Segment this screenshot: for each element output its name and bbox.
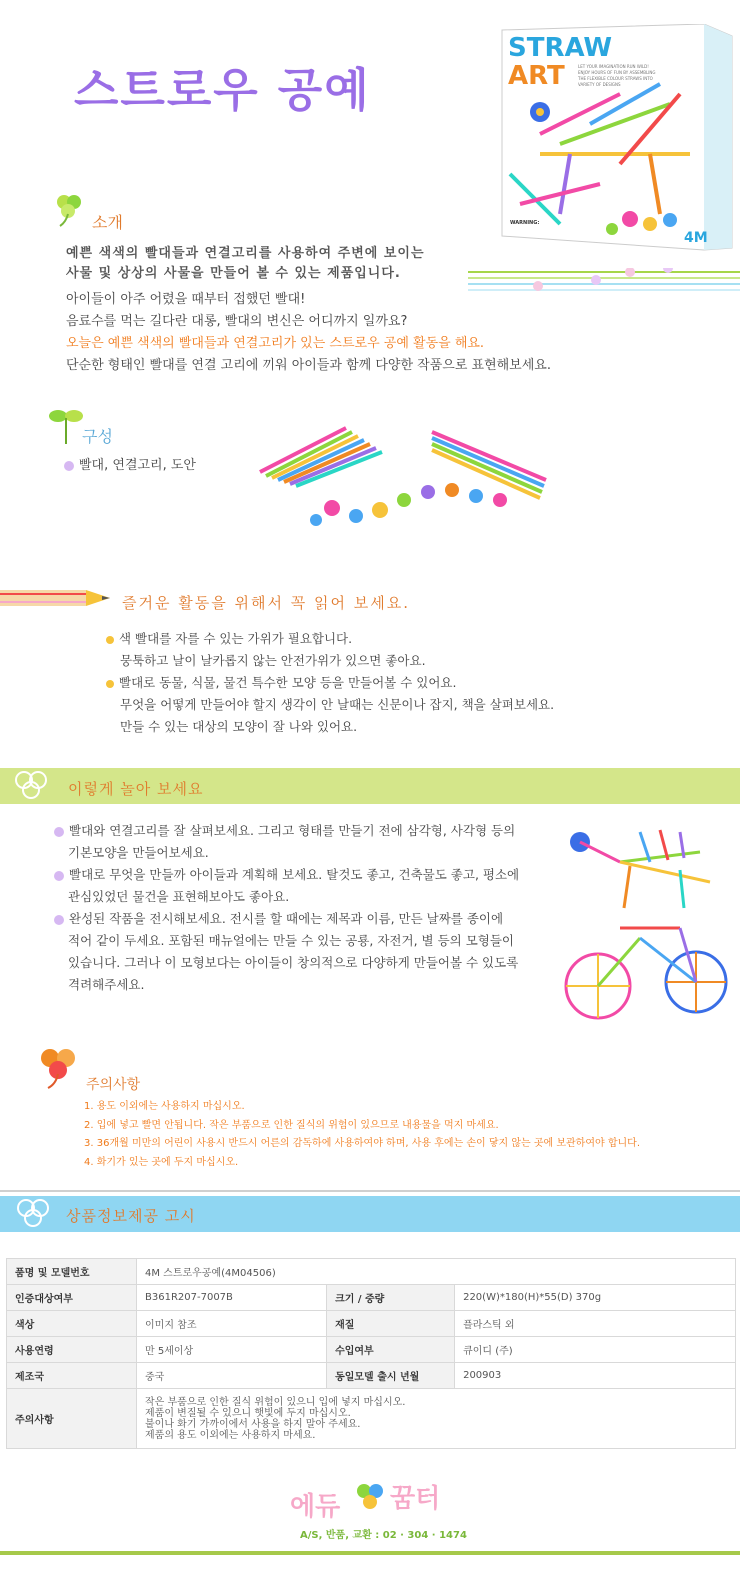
table-value: [137, 1389, 736, 1449]
pencil-icon: [0, 586, 112, 616]
table-row: [7, 1389, 736, 1449]
read-first-line: 만들 수 있는 대상의 모양이 잘 나와 있어요.: [120, 719, 358, 734]
product-box-image: [500, 24, 736, 252]
box-brand-straw: STRAW: [508, 33, 613, 63]
box-warning: WARNING:: [510, 220, 540, 226]
svg-text:THE FLEXIBLE COLOUR STRAWS INT: THE FLEXIBLE COLOUR STRAWS INTO: [578, 76, 653, 81]
footer-divider: [0, 1551, 740, 1555]
caution-item: 4. 화기가 있는 곳에 두지 마십시오.: [84, 1156, 239, 1168]
table-label: 주의사항: [7, 1389, 137, 1449]
divider: [0, 1190, 740, 1192]
clover-icon: [34, 1044, 84, 1094]
caution-item: 2. 입에 넣고 빨면 안됩니다. 작은 부품으로 인한 질식의 위험이 있으므로 내용물을 먹지 마세요.: [84, 1119, 499, 1131]
how-to-play-line: 관심있었던 물건을 표현해보아도 좋아요.: [68, 889, 290, 904]
intro-line-1: 아이들이 아주 어렸을 때부터 접했던 빨대!: [66, 292, 306, 307]
table-label: 크기 / 중량: [327, 1285, 455, 1311]
table-value: 플라스틱 외: [455, 1311, 736, 1337]
clover-icon: [12, 1198, 56, 1236]
read-first-heading: 즐거운 활동을 위해서 꼭 읽어 보세요.: [122, 594, 410, 612]
clover-icon: [352, 1480, 388, 1520]
table-row: [7, 1311, 736, 1337]
how-to-play-line: 완성된 작품을 전시해보세요. 전시를 할 때에는 제목과 이름, 만든 날짜를 종이에: [69, 911, 504, 926]
heart-bullet-icon: [54, 915, 64, 925]
how-to-play-line: 있습니다. 그러나 이 모형보다는 아이들이 창의적으로 다양하게 만들어볼 수 있도록: [68, 955, 519, 970]
heart-bullet-icon: [106, 636, 114, 644]
table-row: [7, 1259, 736, 1285]
heart-bullet-icon: [64, 461, 74, 471]
intro-bold-line-1: 예쁜 색색의 빨대들과 연결고리를 사용하여 주변에 보이는: [66, 246, 425, 261]
logo-text-right: 꿈터: [390, 1484, 441, 1514]
box-brand-art: ART: [508, 61, 565, 91]
intro-bold-line-2: 사물 및 상상의 사물을 만들어 볼 수 있는 제품입니다.: [66, 266, 401, 281]
dinosaur-model-image: [560, 822, 720, 916]
box-4m-logo: 4M: [684, 230, 708, 246]
caution-line: 작은 부품으로 인한 질식 위험이 있으니 입에 넣지 마십시오.: [145, 1396, 406, 1408]
intro-heading: 소개: [92, 213, 123, 232]
intro-line-3: 단순한 형태인 빨대를 연결 고리에 끼워 아이들과 함께 다양한 작품으로 표현해보세요.: [66, 358, 551, 373]
table-label: 제조국: [7, 1363, 137, 1389]
table-value: 220(W)*180(H)*55(D) 370g: [455, 1285, 736, 1311]
heart-bullet-icon: [106, 680, 114, 688]
components-heading: 구성: [82, 427, 113, 446]
components-item: [64, 454, 196, 473]
table-row: [7, 1363, 736, 1389]
logo-text-left: 에듀: [290, 1492, 341, 1522]
intro-line-2: 음료수를 먹는 길다란 대롱, 빨대의 변신은 어디까지 일까요?: [66, 314, 408, 329]
svg-text:VARIETY OF DESIGNS: VARIETY OF DESIGNS: [578, 82, 621, 87]
table-value: 200903: [455, 1363, 736, 1389]
read-first-line: 색 빨대를 자를 수 있는 가위가 필요합니다.: [119, 631, 353, 646]
how-to-play-line: 적어 같이 두세요. 포함된 매뉴얼에는 만들 수 있는 공룡, 자전거, 별 등의 모형들이: [68, 933, 515, 948]
how-to-play-item: [54, 908, 574, 996]
how-to-play-line: 빨대와 연결고리를 잘 살펴보세요. 그리고 형태를 만들기 전에 삼각형, 사각형 등의: [69, 823, 516, 838]
table-label: 사용연령: [7, 1337, 137, 1363]
product-info-table: [6, 1258, 736, 1449]
read-first-line: 뭉툭하고 날이 날카롭지 않는 안전가위가 있으면 좋아요.: [120, 653, 426, 668]
read-first-line: 빨대로 동물, 식물, 물건 특수한 모양 등을 만들어볼 수 있어요.: [119, 675, 457, 690]
how-to-play-list: [54, 820, 574, 996]
caution-item: 3. 36개월 미만의 어린이 사용시 반드시 어른의 감독하에 사용하여야 하며, 사용 후에는 손이 닿지 않는 곳에 보관하여야 합니다.: [84, 1138, 641, 1149]
heart-bullet-icon: [54, 871, 64, 881]
read-first-line: 무엇을 어떻게 만들어야 할지 생각이 안 날때는 신문이나 잡지, 책을 살펴보세요.: [120, 697, 555, 712]
table-value: 이미지 참조: [137, 1311, 327, 1337]
caution-item: 1. 용도 이외에는 사용하지 마십시오.: [84, 1101, 245, 1112]
how-to-play-heading: 이렇게 놀아 보세요: [68, 780, 204, 798]
how-to-play-line: 격려해주세요.: [68, 977, 145, 992]
clover-icon: [50, 192, 90, 232]
table-value: 큐이디 (주): [455, 1337, 736, 1363]
clover-icon: [10, 770, 54, 808]
table-label: 수입여부: [327, 1337, 455, 1363]
page-title: 스트로우 공예: [74, 63, 371, 117]
cautions-list: [84, 1098, 640, 1172]
intro-highlight: 오늘은 예쁜 색색의 빨대들과 연결고리가 있는 스트로우 공예 활동을 해요.: [66, 336, 485, 351]
table-value: 4M 스트로우공예(4M04506): [137, 1259, 736, 1285]
table-row: [7, 1285, 736, 1311]
table-label: 품명 및 모델번호: [7, 1259, 137, 1285]
svg-text:LET YOUR IMAGINATION RUN WILD!: LET YOUR IMAGINATION RUN WILD!: [578, 64, 649, 69]
how-to-play-item: [54, 820, 574, 864]
table-value: 만 5세이상: [137, 1337, 327, 1363]
sprout-icon: [46, 406, 86, 450]
caution-line: 제품의 용도 이외에는 사용하지 마세요.: [145, 1429, 316, 1441]
table-value: B361R207-7007B: [137, 1285, 327, 1311]
product-info-heading: 상품정보제공 고시: [66, 1207, 196, 1225]
read-first-item-2: [106, 672, 554, 738]
how-to-play-line: 빨대로 무엇을 만들까 아이들과 계획해 보세요. 탈것도 좋고, 건축물도 좋고, 평소에: [69, 867, 520, 882]
how-to-play-line: 기본모양을 만들어보세요.: [68, 845, 209, 860]
how-to-play-item: [54, 864, 574, 908]
components-image: [256, 420, 550, 536]
table-label: 동일모델 출시 년월: [327, 1363, 455, 1389]
table-value: 중국: [137, 1363, 327, 1389]
caution-line: 제품이 변질될 수 있으니 햇빛에 두지 마십시오.: [145, 1407, 351, 1419]
table-label: 인증대상여부: [7, 1285, 137, 1311]
contact-info: A/S, 반품, 교환 : 02 · 304 · 1474: [300, 1530, 467, 1541]
table-row: [7, 1337, 736, 1363]
heart-bullet-icon: [54, 827, 64, 837]
read-first-item-1: [106, 628, 426, 672]
cautions-heading: 주의사항: [86, 1077, 141, 1093]
decorative-stripes: [468, 268, 740, 302]
svg-text:ENJOY HOURS OF FUN BY ASSEMBLI: ENJOY HOURS OF FUN BY ASSEMBLING: [578, 70, 656, 75]
table-label: 재질: [327, 1311, 455, 1337]
caution-line: 불이나 화기 가까이에서 사용을 하지 말아 주세요.: [145, 1418, 361, 1430]
table-label: 색상: [7, 1311, 137, 1337]
bicycle-model-image: [560, 918, 730, 1034]
components-item-text: 빨대, 연결고리, 도안: [79, 458, 196, 473]
edu-kkumteo-logo: [290, 1474, 467, 1546]
